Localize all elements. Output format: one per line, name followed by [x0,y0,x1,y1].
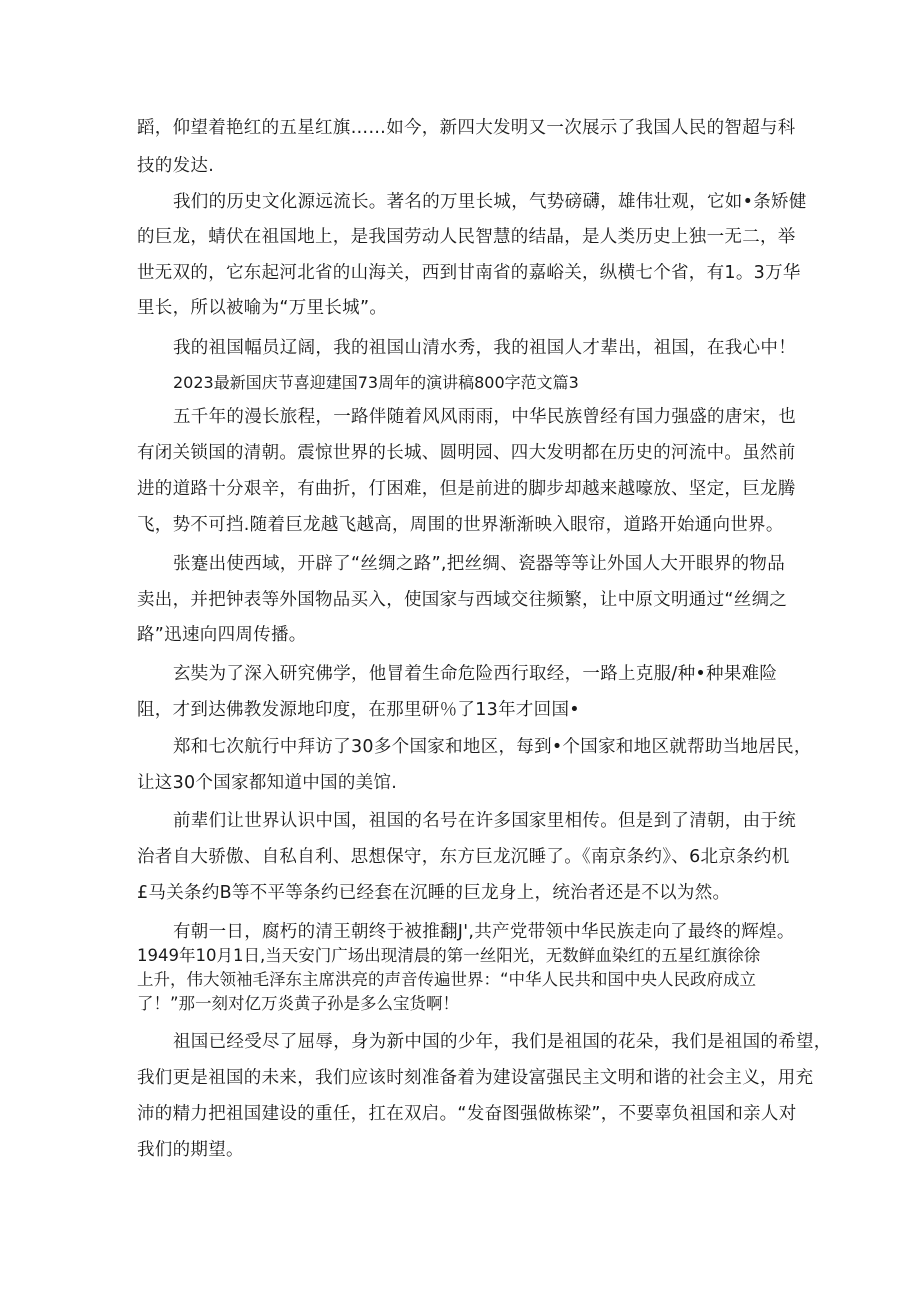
text-line: 治者自大骄傲、自私自利、思想保守，东方巨龙沉睡了。《南京条约》、6北京条约机 [137,847,790,867]
text-line: 技的发达. [137,156,215,176]
text-line: 前辈们让世界认识中国，祖国的名号在许多国家里相传。但是到了清朝，由于统 [173,811,796,831]
text-line: 有闭关锁国的清朝。震惊世界的长城、圆明园、四大发明都在历史的河流中。虽然前 [137,443,796,463]
text-line: 世无双的，它东起河北省的山海关，西到甘南省的嘉峪关，纵横七个省，有1。3万华 [137,263,801,283]
text-line: 祖国已经受尽了屈辱，身为新中国的少年，我们是祖国的花朵，我们是祖国的希望， [173,1032,832,1052]
text-line: 郑和七次航行中拜访了30多个国家和地区，每到•个国家和地区就帮助当地居民， [173,737,812,757]
text-line: 上升，伟大领袖毛泽东主席洪亮的声音传遍世界：“中华人民共和国中央人民政府成立 [137,970,757,989]
text-line: 的巨龙，蜻伏在祖国地上，是我国劳动人民智慧的结晶，是人类历史上独一无二，举 [137,227,796,247]
text-line: 沛的精力把祖国建设的重任，扛在双启。“发奋图强做栋梁”，不要辜负祖国和亲人对 [137,1104,797,1124]
text-line: 了！”那一刻对亿万炎黄子孙是多么宝货啊！ [137,994,460,1013]
text-line: 我的祖国幅员辽阔，我的祖国山清水秀，我的祖国人才辈出，祖国，在我心中！ [173,338,796,358]
text-line: 我们的期望。 [137,1140,244,1160]
text-line: 路”迅速向四周传播。 [137,625,307,645]
text-line: 五千年的漫长旅程，一路伴随着风风雨雨，中华民族曾经有国力强盛的唐宋，也 [173,407,796,427]
section-heading: 2023最新国庆节喜迎建国73周年的演讲稿800字范文篇3 [173,373,579,392]
text-line: 玄奘为了深入研究佛学，他冒着生命危险西行取经，一路上克服/种•种果难险 [173,664,778,684]
text-line: 阻，才到达佛教发源地印度，在那里研％了13年才回国• [137,700,580,720]
text-line: 1949年10月1日,当天安门广场出现清晨的第一丝阳光，无数鲜血染红的五星红旗徐徐 [137,946,761,965]
text-line: 我们的历史文化源远流长。著名的万里长城，气势磅礴，雄伟壮观，它如•条矫健 [173,192,807,212]
text-line: 卖出，并把钟表等外国物品买入，使国家与西域交往频繁，让中原文明通过“丝绸之 [137,590,788,610]
text-line: 让这30个国家都知道中国的美馆. [137,773,398,793]
text-line: £马关条约B等不平等条约已经套在沉睡的巨龙身上，统治者还是不以为然。 [137,883,731,903]
text-line: 里长，所以被喻为“万里长城”。 [137,298,388,318]
text-line: 我们更是祖国的未来，我们应该时刻准备着为建设富强民主文明和谐的社会主义，用充 [137,1068,814,1088]
text-line: 进的道路十分艰辛，有曲折，仃困难，但是前进的脚步却越来越嚎放、坚定，巨龙腾 [137,479,796,499]
text-line: 蹈，仰望着艳红的五星红旗……如今，新四大发明又一次展示了我国人民的智超与科 [137,118,796,138]
text-line: 飞，势不可挡.随着巨龙越飞越高，周围的世界渐渐映入眼帘，道路开始通向世界。 [137,515,784,535]
text-line: 有朝一日，腐朽的清王朝终于被推翻J',共产党带领中华民族走向了最终的辉煌。 [173,922,795,942]
text-line: 张蹇出使西域，开辟了“丝绸之路”,把丝绸、瓷器等等让外国人大开眼界的物品 [173,554,785,574]
